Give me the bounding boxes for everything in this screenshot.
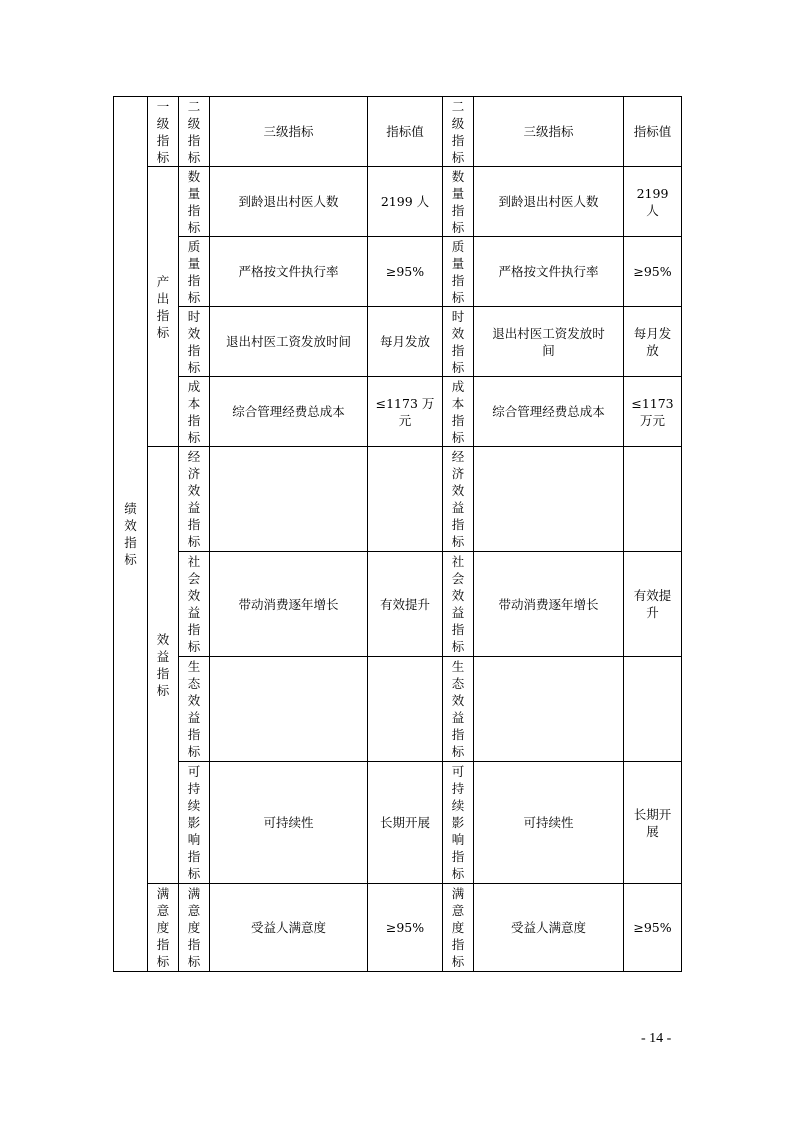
economic-benefit-indicator-cell-right: 经 济 效 益 指 标 <box>443 447 474 552</box>
value-cell-right: 有效提 升 <box>624 552 682 657</box>
value-cell-right: 2199 人 <box>624 167 682 237</box>
social-benefit-indicator-cell: 社 会 效 益 指 标 <box>179 552 210 657</box>
table-row <box>114 884 682 972</box>
page-number: - 14 - <box>641 1031 672 1046</box>
level3-cell-right <box>474 447 624 552</box>
value-cell: ≤1173 万 元 <box>368 377 443 447</box>
timeliness-indicator-cell: 时 效 指 标 <box>179 307 210 377</box>
level3-cell-right <box>474 657 624 762</box>
level3-cell-right: 到龄退出村医人数 <box>474 167 624 237</box>
level3-cell-right: 退出村医工资发放时 间 <box>474 307 624 377</box>
performance-indicator-group-cell: 绩 效 指 标 <box>114 97 148 972</box>
value-cell <box>368 447 443 552</box>
quality-indicator-cell-right: 质 量 指 标 <box>443 237 474 307</box>
satisfaction-level2-cell: 满 意 度 指 标 <box>179 884 210 972</box>
ecological-benefit-indicator-cell: 生 态 效 益 指 标 <box>179 657 210 762</box>
level3-cell-right: 严格按文件执行率 <box>474 237 624 307</box>
header-level3-indicator: 三级指标 <box>210 97 368 167</box>
satisfaction-indicator-cell: 满 意 度 指 标 <box>148 884 179 972</box>
output-indicator-cell: 产 出 指 标 <box>148 167 179 447</box>
sustainable-impact-indicator-cell: 可 持 续 影 响 指 标 <box>179 762 210 884</box>
header-indicator-value: 指标值 <box>368 97 443 167</box>
table-row <box>114 377 682 447</box>
value-cell-right: 长期开 展 <box>624 762 682 884</box>
value-cell: 长期开展 <box>368 762 443 884</box>
benefit-indicator-cell: 效 益 指 标 <box>148 447 179 884</box>
level3-cell-right: 综合管理经费总成本 <box>474 377 624 447</box>
value-cell-right: ≥95% <box>624 884 682 972</box>
level3-cell <box>210 657 368 762</box>
level3-cell-right: 带动消费逐年增长 <box>474 552 624 657</box>
header-level3-indicator-right: 三级指标 <box>474 97 624 167</box>
satisfaction-level2-cell-right: 满 意 度 指 标 <box>443 884 474 972</box>
cost-indicator-cell-right: 成 本 指 标 <box>443 377 474 447</box>
header-indicator-value-right: 指标值 <box>624 97 682 167</box>
level3-cell: 可持续性 <box>210 762 368 884</box>
cost-indicator-cell: 成 本 指 标 <box>179 377 210 447</box>
level3-cell: 综合管理经费总成本 <box>210 377 368 447</box>
value-cell: ≥95% <box>368 884 443 972</box>
level3-cell: 受益人满意度 <box>210 884 368 972</box>
value-cell-right: ≤1173 万元 <box>624 377 682 447</box>
header-level1-indicator: 一 级 指 标 <box>148 97 179 167</box>
table-row <box>114 237 682 307</box>
value-cell: ≥95% <box>368 237 443 307</box>
table-row <box>114 552 682 657</box>
table-row <box>114 447 682 552</box>
value-cell-right <box>624 657 682 762</box>
ecological-benefit-indicator-cell-right: 生 态 效 益 指 标 <box>443 657 474 762</box>
level3-cell: 带动消费逐年增长 <box>210 552 368 657</box>
value-cell <box>368 657 443 762</box>
timeliness-indicator-cell-right: 时 效 指 标 <box>443 307 474 377</box>
level3-cell: 退出村医工资发放时间 <box>210 307 368 377</box>
table-row <box>114 167 682 237</box>
table-row <box>114 762 682 884</box>
level3-cell-right: 可持续性 <box>474 762 624 884</box>
level3-cell <box>210 447 368 552</box>
value-cell: 有效提升 <box>368 552 443 657</box>
quality-indicator-cell: 质 量 指 标 <box>179 237 210 307</box>
level3-cell-right: 受益人满意度 <box>474 884 624 972</box>
header-row <box>114 97 682 167</box>
sustainable-impact-indicator-cell-right: 可 持 续 影 响 指 标 <box>443 762 474 884</box>
level3-cell: 严格按文件执行率 <box>210 237 368 307</box>
header-level2-indicator: 二 级 指 标 <box>179 97 210 167</box>
value-cell-right: ≥95% <box>624 237 682 307</box>
header-level2-indicator-right: 二 级 指 标 <box>443 97 474 167</box>
value-cell: 2199 人 <box>368 167 443 237</box>
social-benefit-indicator-cell-right: 社 会 效 益 指 标 <box>443 552 474 657</box>
level3-cell: 到龄退出村医人数 <box>210 167 368 237</box>
quantity-indicator-cell-right: 数 量 指 标 <box>443 167 474 237</box>
quantity-indicator-cell: 数 量 指 标 <box>179 167 210 237</box>
value-cell-right <box>624 447 682 552</box>
performance-indicator-table <box>113 96 682 972</box>
economic-benefit-indicator-cell: 经 济 效 益 指 标 <box>179 447 210 552</box>
table-row <box>114 307 682 377</box>
table-row <box>114 657 682 762</box>
value-cell: 每月发放 <box>368 307 443 377</box>
value-cell-right: 每月发 放 <box>624 307 682 377</box>
